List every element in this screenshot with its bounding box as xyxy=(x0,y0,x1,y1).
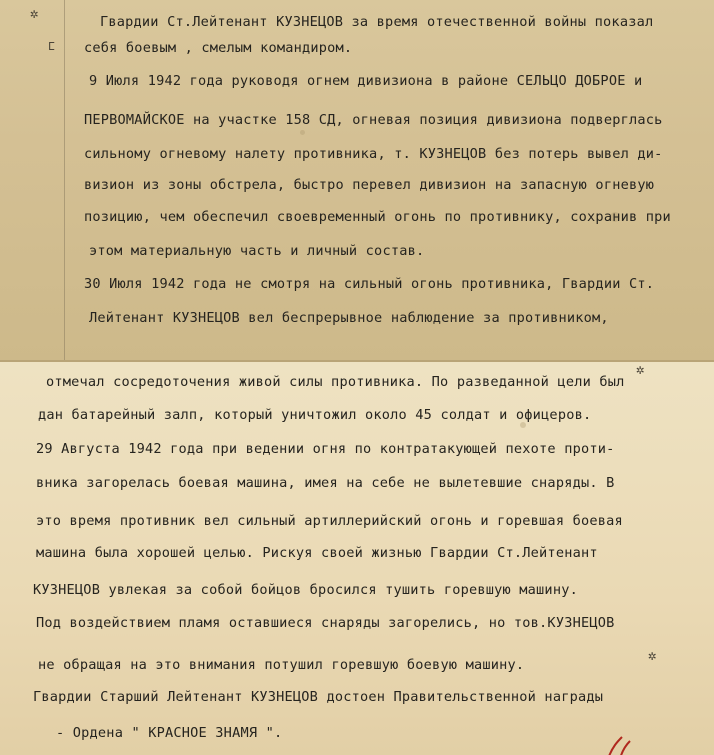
punch-mark-icon: ✲ xyxy=(636,362,645,378)
text-line: Гвардии Ст.Лейтенант КУЗНЕЦОВ за время отечественной войны показал xyxy=(100,14,654,30)
hole-punch-icon: ✲ xyxy=(30,6,39,22)
text-line: себя боевым , смелым командиром. xyxy=(84,40,353,56)
document-page-lower xyxy=(0,362,714,755)
red-pencil-mark-icon xyxy=(604,733,634,755)
text-line: 29 Августа 1942 года при ведении огня по контратакующей пехоте проти- xyxy=(36,441,615,457)
text-line: визион из зоны обстрела, быстро перевел дивизион на запасную огневую xyxy=(84,177,655,193)
text-line: это время противник вел сильный артиллерийский огонь и горевшая боевая xyxy=(36,513,623,529)
text-line: машина была хорошей целью. Рискуя своей жизнью Гвардии Ст.Лейтенант xyxy=(36,545,598,561)
text-line: этом материальную часть и личный состав. xyxy=(89,243,425,259)
text-line: - Ордена " КРАСНОЕ ЗНАМЯ ". xyxy=(56,725,283,741)
text-line: Под воздействием пламя оставшиеся снаряды загорелись, но тов.КУЗНЕЦОВ xyxy=(36,615,615,631)
text-line: КУЗНЕЦОВ увлекая за собой бойцов бросился тушить горевшую машину. xyxy=(33,582,578,598)
text-line: 30 Июля 1942 года не смотря на сильный огонь противника, Гвардии Ст. xyxy=(84,276,655,292)
text-line: не обращая на это внимания потушил горевшую боевую машину. xyxy=(38,657,525,673)
text-line: вника загорелась боевая машина, имея на себе не вылетевшие снаряды. В xyxy=(36,475,615,491)
document-page-upper xyxy=(0,0,714,362)
text-line: сильному огневому налету противника, т. КУЗНЕЦОВ без потерь вывел ди- xyxy=(84,146,663,162)
text-line: ПЕРВОМАЙСКОЕ на участке 158 СД, огневая позиция дивизиона подверглась xyxy=(84,112,663,128)
text-line: 9 Июля 1942 года руководя огнем дивизиона в районе СЕЛЬЦО ДОБРОЕ и xyxy=(89,73,643,89)
text-line: Лейтенант КУЗНЕЦОВ вел беспрерывное наблюдение за противником, xyxy=(89,310,609,326)
punch-mark-icon: ✲ xyxy=(648,648,657,664)
text-line: Гвардии Старший Лейтенант КУЗНЕЦОВ достоен Правительственной награды xyxy=(33,689,604,705)
text-line: позицию, чем обеспечил своевременный огонь по противнику, сохранив при xyxy=(84,209,671,225)
text-line: отмечал сосредоточения живой силы противника. По разведанной цели был xyxy=(46,374,625,390)
text-line: дан батарейный залп, который уничтожил около 45 солдат и офицеров. xyxy=(38,407,592,423)
margin-mark-icon: ⵎ xyxy=(48,40,55,53)
margin-rule xyxy=(64,0,65,362)
